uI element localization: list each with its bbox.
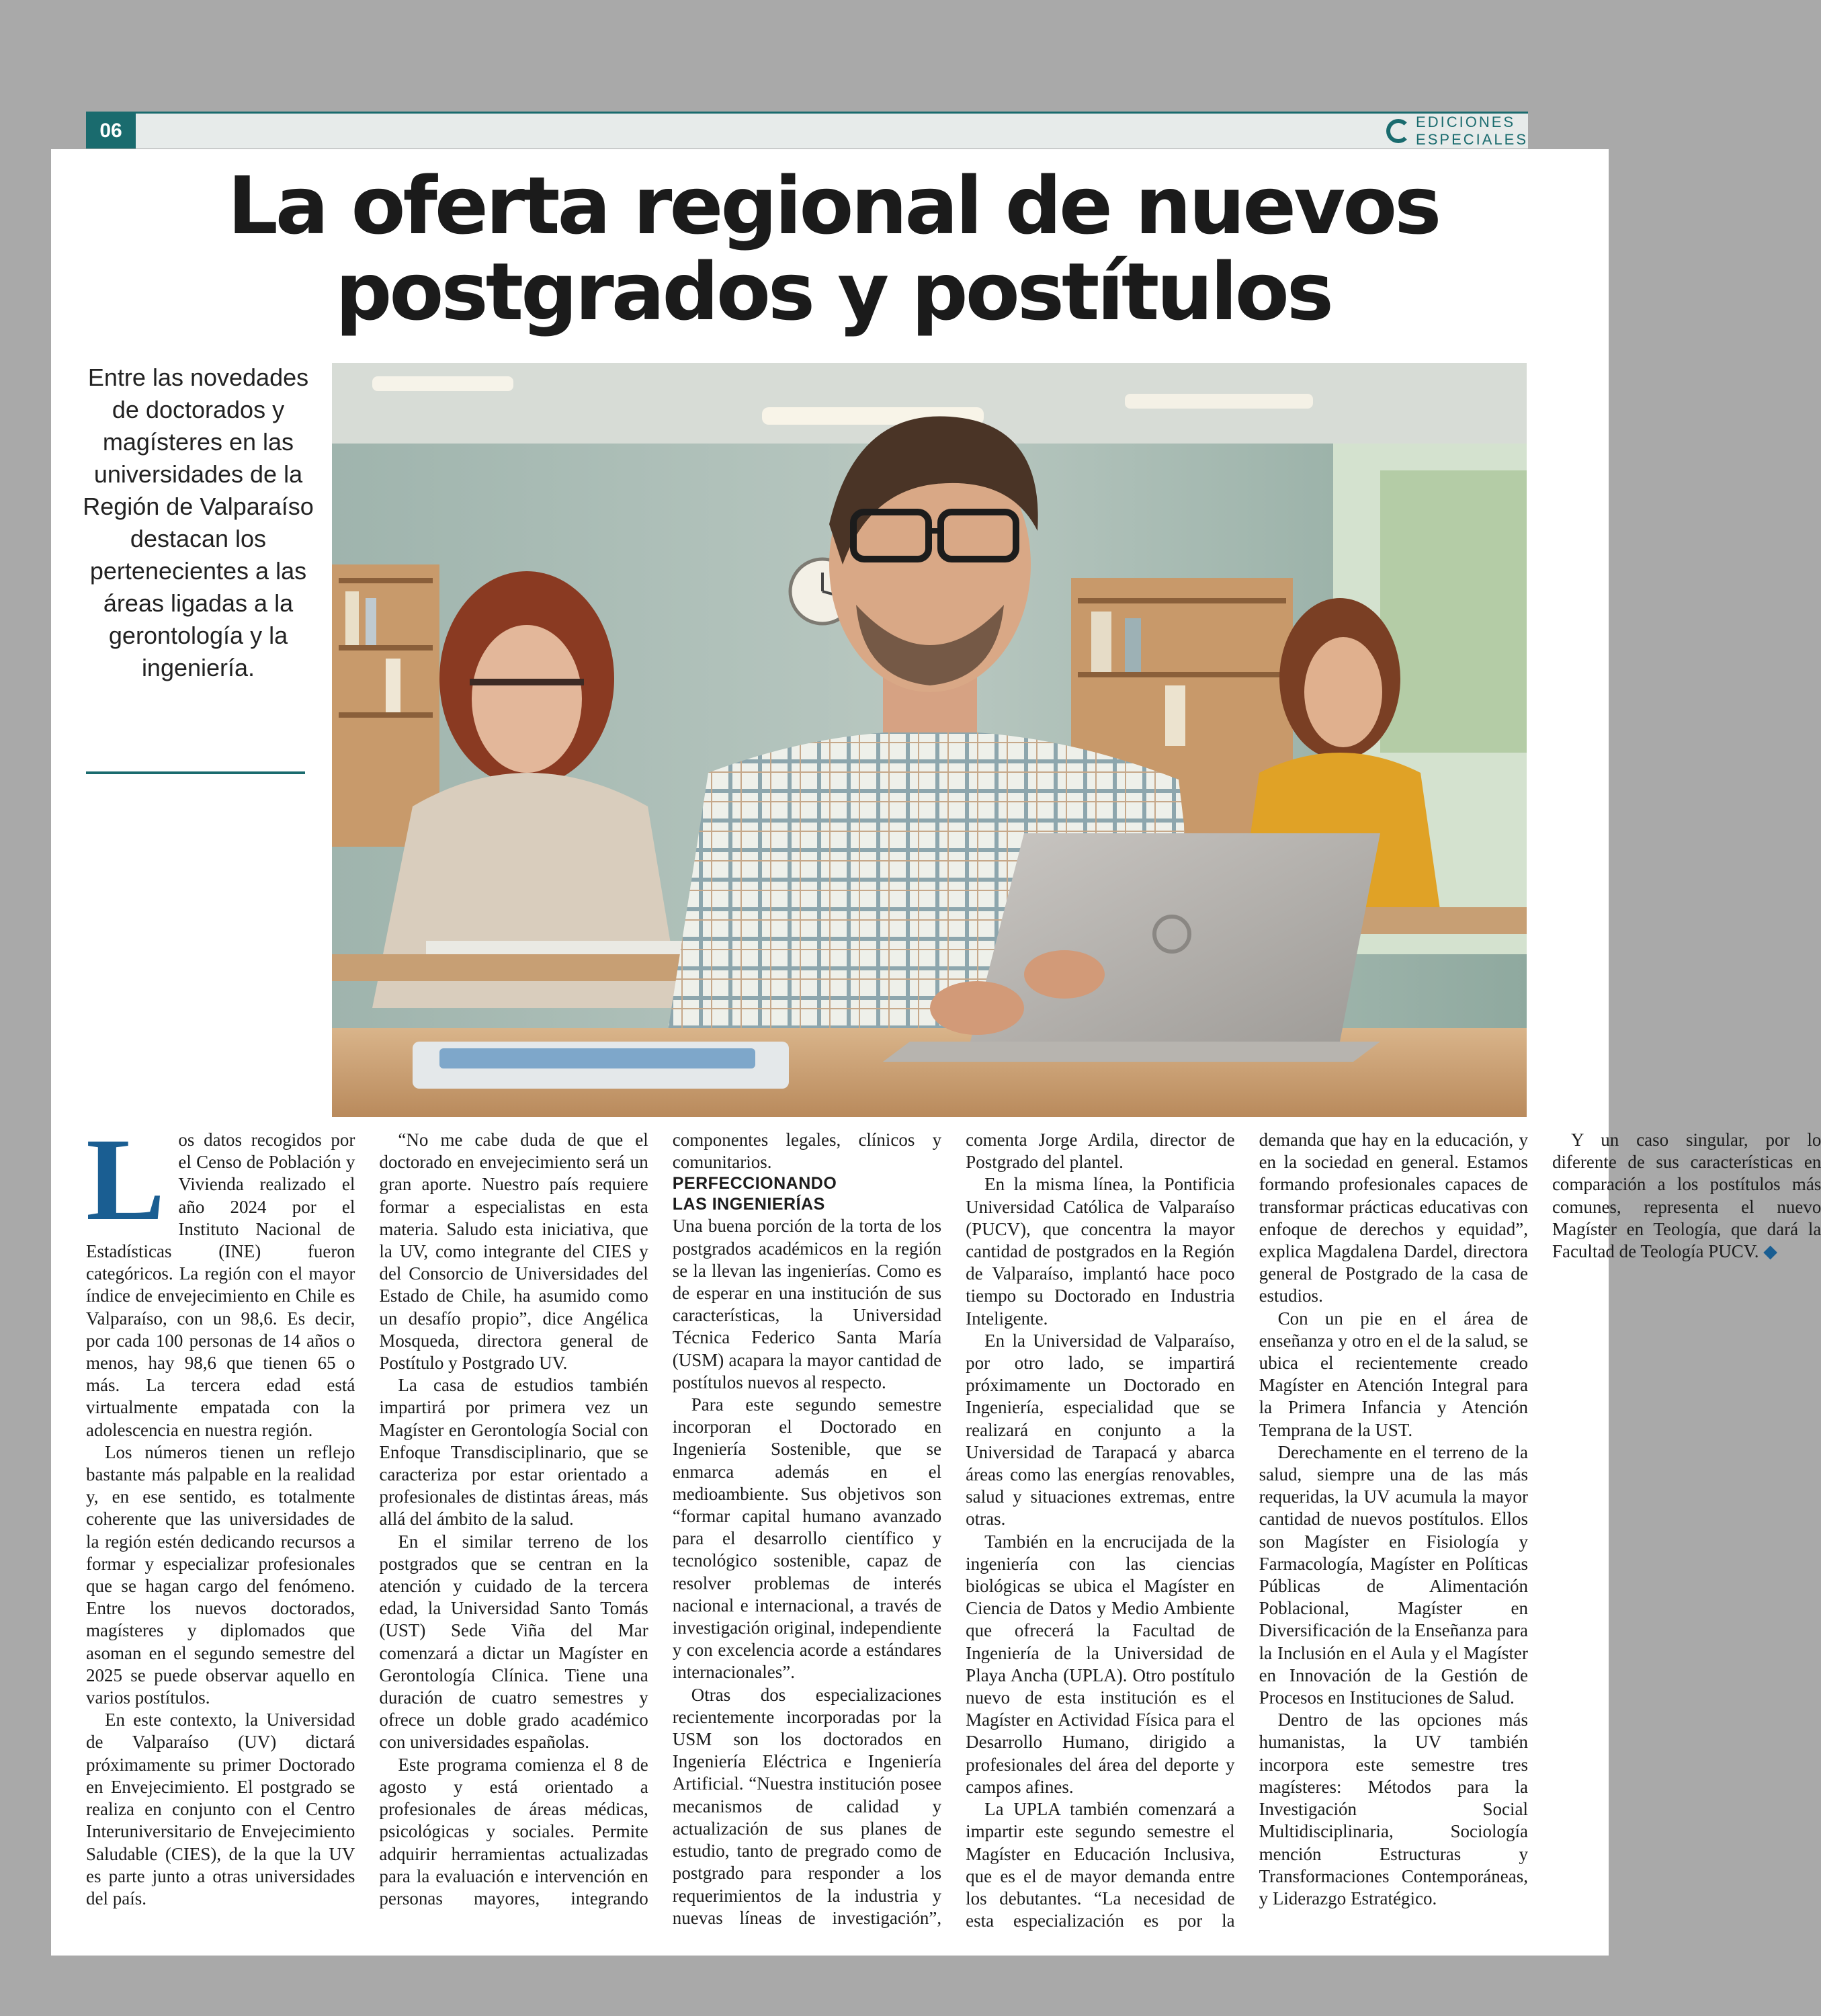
- end-mark-icon: ◆: [1763, 1241, 1778, 1262]
- body-paragraph: En el similar terreno de los postgrados que se centran en la atención y cuidado de la tercera edad, la Universidad Santo Tomás (UST) Sede Viña del Mar comenzará a dictar un Magíster en Gerontología Clínica. Tiene una duración de cuatro semestres y ofrece un doble grado académico con universidades españolas.: [379, 1531, 648, 1753]
- article-headline: La oferta regional de nuevos postgrados y postítulos: [227, 159, 1439, 338]
- body-paragraph: En este contexto, la Universidad de Valparaíso (UV) dictará próximamente su primer Doctorado en Envejecimiento. El postgrado se realiza en conjunto con el Centro Interuniversitario de Envejecimiento Saludable (CIES), de la que la UV es parte junto a otras universidades del país.: [86, 1710, 355, 1908]
- body-paragraph: Este programa comienza el 8 de agosto y está orientado a profesionales de áreas médicas, psicológicas y sociales. Permite adquirir herramientas actualizadas para la evaluación e intervención en personas mayores, integrando componentes legales, clínicos y comunitarios.: [379, 1130, 942, 1908]
- body-paragraph: La casa de estudios también impartirá por primera vez un Magíster en Gerontología Social con Enfoque Transdisciplinario, que se caracteriza por estar orientado a profesionales de distintas áreas, más allá del ámbito de la salud.: [379, 1375, 648, 1529]
- body-paragraph: Dentro de las opciones más humanistas, la UV también incorpora este semestre tres magísteres: Métodos para la Investigación Social Multidisciplinaria, Sociología mención Estructuras y Transformaciones Contemporáneas, y Liderazgo Estratégico.: [1259, 1710, 1528, 1908]
- body-paragraph: También en la encrucijada de la ingeniería con las ciencias biológicas se ubica el Magíster en Ciencia de Datos y Medio Ambiente que ofrecerá la Facultad de Ingeniería de la Universidad de Playa Ancha (UPLA). Otro postítulo nuevo de esta institución es el Magíster en Actividad Física para el Desarrollo Humano, dirigido a profesionales del área del deporte y campos afines.: [966, 1531, 1235, 1797]
- body-paragraph: En la misma línea, la Pontificia Universidad Católica de Valparaíso (PUCV), que concentra la mayor cantidad de postgrados en la Región de Valparaíso, implantó hace poco tiempo su Doctorado en Industria Inteligente.: [966, 1174, 1235, 1329]
- article-body: [86, 1114, 1821, 1943]
- article-lead: Entre las novedades de doctorados y magísteres en las universidades de la Región de Valparaíso destacan los pertenecientes a las áreas ligadas a la gerontología y la ingeniería.: [83, 364, 314, 681]
- body-paragraph: Derechamente en el terreno de la salud, siempre una de las más requeridas, la UV acumula la mayor cantidad de nuevos postítulos. Ellos son Magíster en Fisiología y Farmacología, Magíster en Políticas Públicas de Alimentación Poblacional, Magíster en Diversificación de la Enseñanza para la Inclusión en el Aula y el Magíster en Innovación de la Gestión de Procesos en Instituciones de Salud.: [1259, 1441, 1528, 1708]
- section-brand: [1386, 114, 1528, 149]
- body-paragraph: La UPLA también comenzará a impartir este segundo semestre el Magíster en Educación Inclusiva, que es el de mayor demanda entre los debutantes. “La necesidad de esta especialización es por la demanda que hay en la educación, y en la sociedad en general. Estamos formando profesionales capaces de transformar prácticas educativas con enfoque de derechos y equidad”, explica Magdalena Dardel, directora general de Postgrado de la casa de estudios.: [966, 1130, 1528, 1931]
- body-paragraph: os datos recogidos por el Censo de Población y Vivienda realizado el año 2024 por el Instituto Nacional de Estadísticas (INE) fueron categóricos. La región con el mayor índice de envejecimiento en Chile es Valparaíso, con un 98,6. Es decir, por cada 100 personas de 14 años o menos, hay 98,6 que tienen 65 o más. La tercera edad está virtualmente empatada con la adolescencia en nuestra región.: [86, 1130, 355, 1440]
- classroom-photo-illustration: [332, 363, 1527, 1117]
- brand-logo-icon: [1386, 119, 1410, 143]
- brand-line-2: ESPECIALES: [1416, 131, 1528, 148]
- brand-text: [1416, 114, 1528, 149]
- page-header-strip: [86, 112, 1528, 149]
- body-paragraph: En la Universidad de Valparaíso, por otro lado, se impartirá próximamente un Doctorado en Ingeniería, especialidad que se realizará en conjunto a la Universidad de Tarapacá y abarca áreas como las energías renovables, salud y situaciones extremas, entre otras.: [966, 1330, 1235, 1529]
- body-paragraph: Los números tienen un reflejo bastante más palpable en la realidad y, en ese sentido, es totalmente coherente que las universidades de la región estén dedicando recursos a formar y especializar profesionales que se hagan cargo del fenómeno. Entre los nuevos doctorados, magísteres y diplomados que asoman en el segundo semestre del 2025 se puede observar aquello en varios postítulos.: [86, 1441, 355, 1708]
- section-subheading: [673, 1173, 941, 1215]
- body-paragraph-last: [1552, 1129, 1821, 1263]
- lead-divider: [86, 771, 305, 774]
- subheading-line-1: PERFECCIONANDO: [672, 1174, 837, 1193]
- brand-line-1: EDICIONES: [1416, 114, 1516, 130]
- body-paragraph: Otras dos especializaciones recientemente incorporadas por la USM son los doctorados en Ingeniería Eléctrica e Ingeniería Artificial. “Nuestra institución posee mecanismos de calidad y actualización de sus planes de estudio, tanto de pregrado como de postgrado para responder a los requerimientos de la industria y nuevas líneas de investigación”, comenta Jorge Ardila, director de Postgrado del plantel.: [672, 1130, 1235, 1928]
- page-number: 06: [86, 114, 136, 149]
- body-paragraph: Una buena porción de la torta de los postgrados académicos en la región se la llevan las ingenierías. Como es de esperar en una institución de sus características, la Universidad Técnica Federico Santa María (USM) acapara la mayor cantidad de postítulos nuevos al respecto.: [672, 1216, 942, 1392]
- closing-text: Y un caso singular, por lo diferente de sus características en comparación a los postítulos más comunes, representa el nuevo Magíster en Teología, que dará la Facultad de Teología PUCV.: [1552, 1130, 1821, 1262]
- body-paragraph: “No me cabe duda de que el doctorado en envejecimiento será un gran aporte. Nuestro país requiere formar a especialistas en esta materia. Saludo esta iniciativa, que la UV, como integrante del CIES y del Consorcio de Universidades del Estado de Chile, ha asumido como un desafío propio”, dice Angélica Mosqueda, directora general de Postítulo y Postgrado UV.: [379, 1130, 648, 1374]
- article-photo: [332, 363, 1527, 1117]
- body-paragraph: Para este segundo semestre incorporan el Doctorado en Ingeniería Sostenible, que se enmarca además en el medioambiente. Sus objetivos son “formar capital humano avanzado para el desarrollo científico y tecnológico sostenible, capaz de resolver problemas de interés nacional e internacional, a través de investigación original, independiente y con excelencia acorde a estándares internacionales”.: [672, 1394, 942, 1683]
- subheading-line-2: LAS INGENIERÍAS: [672, 1195, 825, 1214]
- drop-cap: L: [86, 1114, 165, 1245]
- body-paragraph: Con un pie en el área de enseñanza y otro en el de la salud, se ubica el recientemente creado Magíster en Atención Integral para la Primera Infancia y Atención Temprana de la UST.: [1259, 1308, 1528, 1440]
